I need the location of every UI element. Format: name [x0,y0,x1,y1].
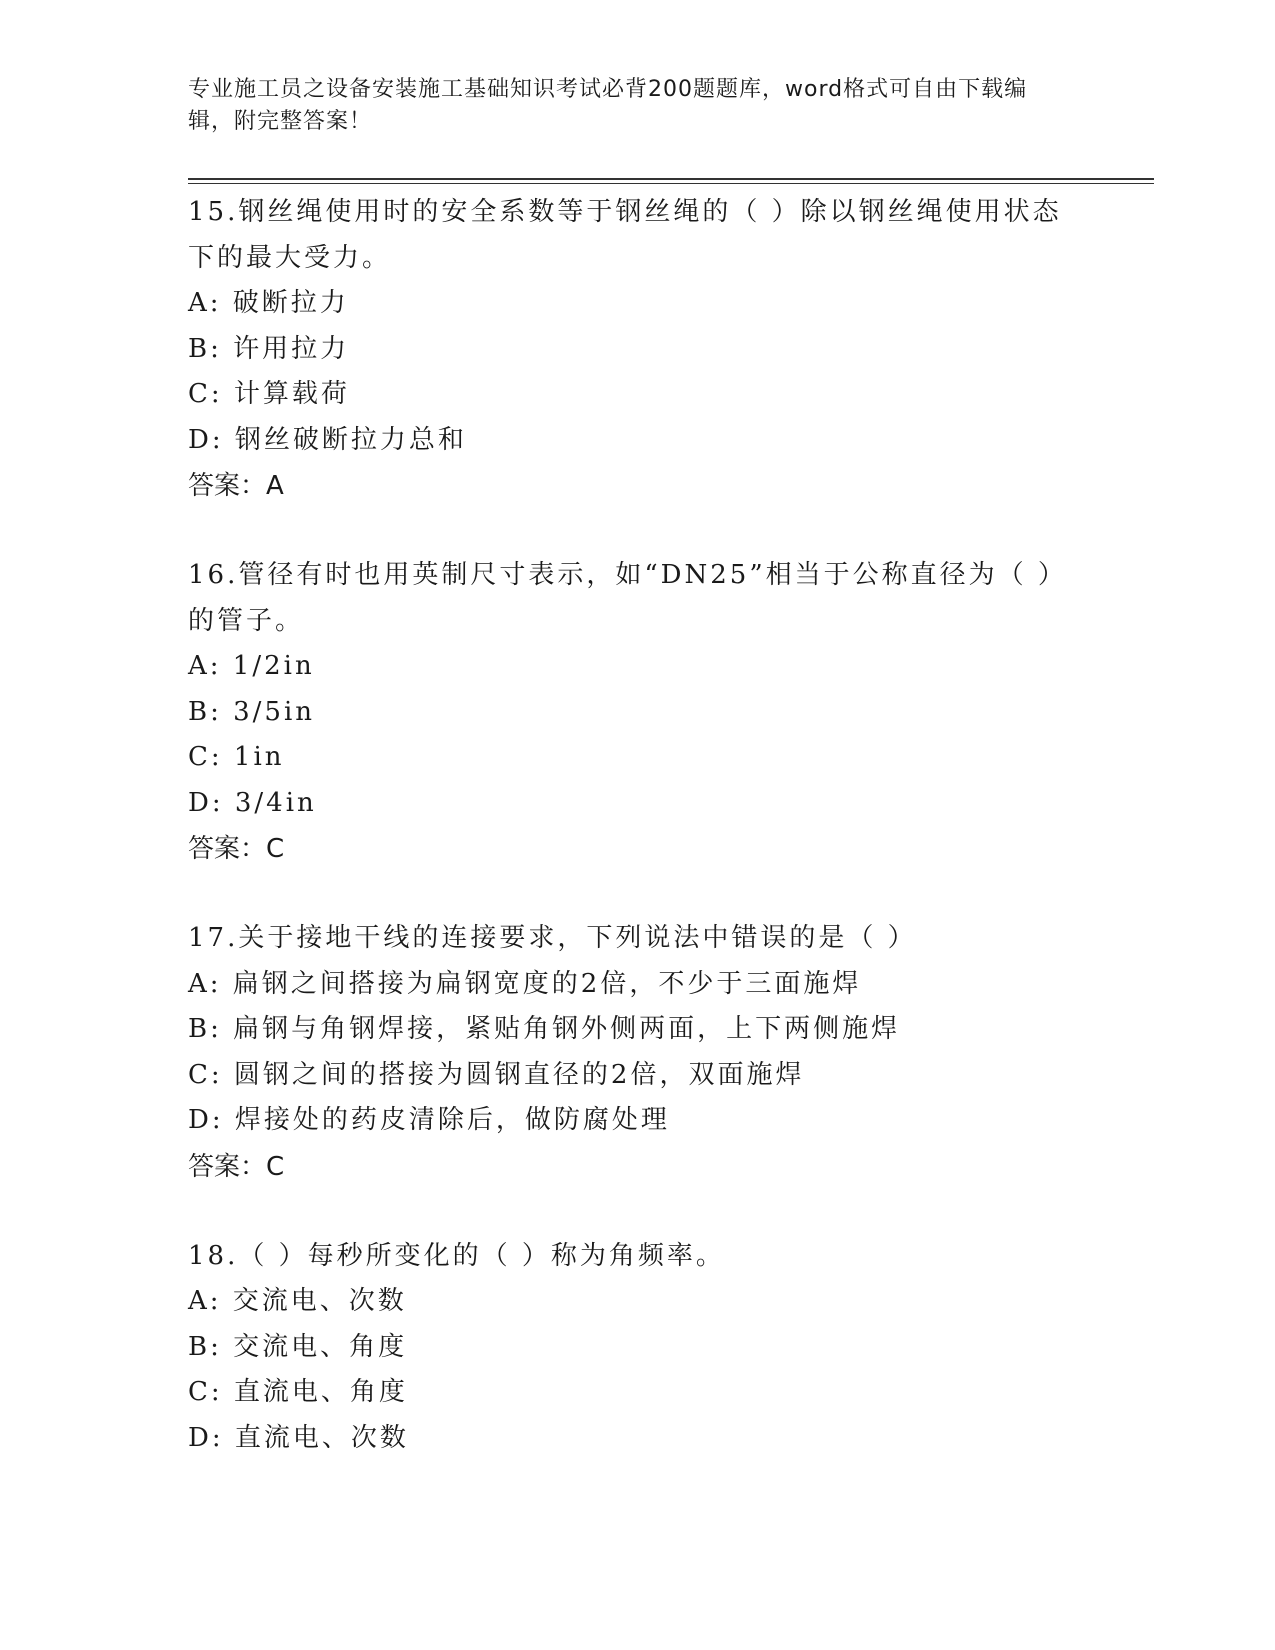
option-b: B: 许用拉力 [188,333,350,364]
question-17 [188,916,1068,1190]
answer: 答案：C [188,1151,285,1182]
question-stem: 15.钢丝绳使用时的安全系数等于钢丝绳的（ ）除以钢丝绳使用状态下的最大受力。 [188,197,1062,273]
option-c: C: 直流电、角度 [188,1377,408,1407]
question-stem: 18.（ ）每秒所变化的（ ）称为角频率。 [188,1240,725,1271]
option-a: A: 交流电、次数 [188,1286,407,1316]
question-stem: 16.管径有时也用英制尺寸表示，如“DN25”相当于公称直径为（ ）的管子。 [188,560,1067,636]
option-b: B: 3/5in [188,696,316,727]
option-d: D: 焊接处的药皮清除后，做防腐处理 [188,1105,670,1135]
option-c: C: 计算载荷 [188,379,350,409]
option-c: C: 1in [188,742,285,772]
option-a: A: 扁钢之间搭接为扁钢宽度的2倍，不少于三面施焊 [188,968,862,999]
question-list [188,190,1068,1505]
option-c: C: 圆钢之间的搭接为圆钢直径的2倍，双面施焊 [188,1059,805,1090]
option-a: A: 1/2in [188,651,315,681]
answer: 答案：A [188,471,284,501]
question-15 [188,190,1068,509]
question-16 [188,553,1068,872]
question-18 [188,1234,1068,1462]
option-d: D: 直流电、次数 [188,1422,409,1453]
option-a: A: 破断拉力 [188,288,349,318]
option-b: B: 扁钢与角钢焊接，紧贴角钢外侧两面，上下两侧施焊 [188,1014,901,1044]
option-d: D: 钢丝破断拉力总和 [188,424,467,455]
answer: 答案：C [188,834,285,864]
option-d: D: 3/4in [188,787,317,818]
header-divider [188,178,1154,184]
question-stem: 17.关于接地干线的连接要求，下列说法中错误的是（ ） [188,923,917,953]
document-header: 专业施工员之设备安装施工基础知识考试必背200题题库，word格式可自由下载编辑，附完整答案！ [188,77,1028,134]
option-b: B: 交流电、角度 [188,1331,408,1362]
